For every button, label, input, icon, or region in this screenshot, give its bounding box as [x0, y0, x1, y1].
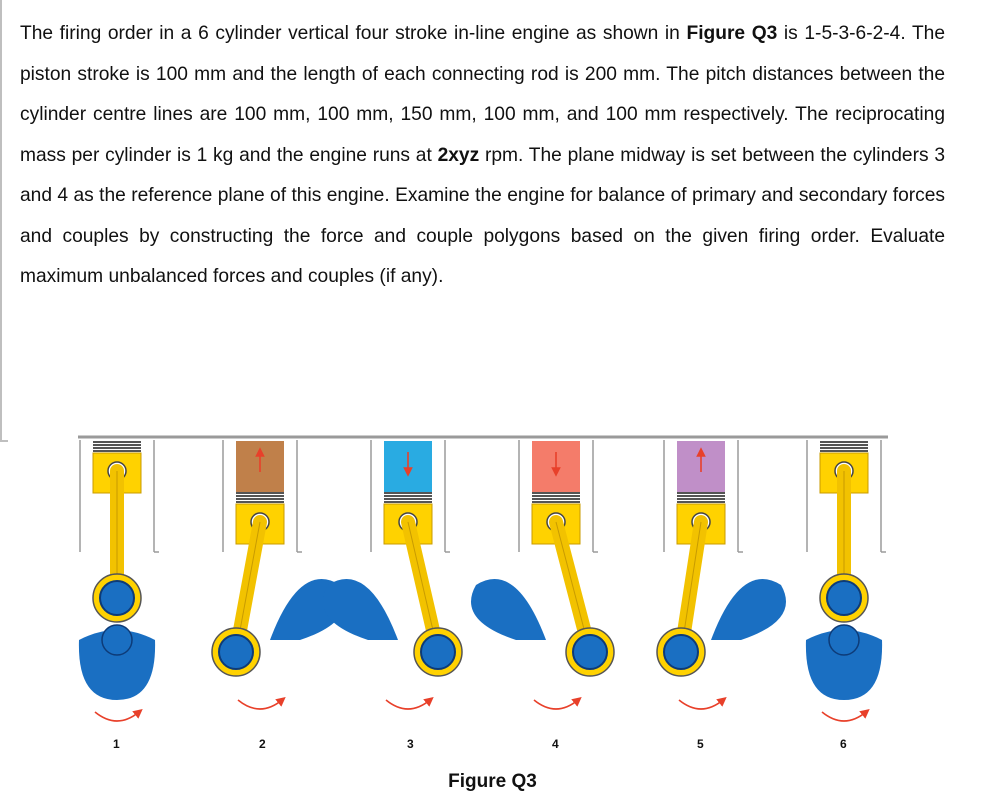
piston-ring: [384, 492, 432, 494]
question-part-3: rpm. The plane midway is set between the cylinders 3 and 4 as the reference plane of this engine. Examine the engine for balance of primary and secondary forces and couples by constructing the force and couple polygons based on the given firing order. Evaluate maximum unbalanced forces and couples (if any).: [20, 144, 945, 287]
counterweight: [711, 579, 786, 640]
piston-ring: [820, 447, 868, 449]
piston-ring: [677, 498, 725, 500]
piston-ring: [820, 441, 868, 443]
rotation-arrow: [534, 700, 578, 709]
crank-pin: [219, 635, 253, 669]
piston-ring: [93, 450, 141, 452]
cylinder-1: [79, 440, 159, 721]
cylinder-4: [471, 440, 614, 709]
cylinder-label-5: 5: [697, 737, 704, 751]
cylinder-label-2: 2: [259, 737, 266, 751]
cylinder-label-1: 1: [113, 737, 120, 751]
piston-ring: [93, 444, 141, 446]
cylinder-5: [657, 440, 786, 709]
piston-ring: [532, 498, 580, 500]
piston-ring: [677, 492, 725, 494]
figure-caption: Figure Q3: [448, 771, 537, 792]
piston-ring: [236, 501, 284, 503]
question-part-2: is 1-5-3-6-2-4. The piston stroke is 100 mm and the length of each connecting rod is 200 mm. The pitch distances between the cylinder centre lines are 100 mm, 100 mm, 150 mm, 100 mm, and 100 mm respectively. The reciprocating mass per cylinder is 1 kg and the engine runs at: [20, 23, 946, 166]
main-journal: [102, 625, 132, 655]
cylinder-label-3: 3: [407, 737, 414, 751]
piston-ring: [532, 501, 580, 503]
main-journal: [829, 625, 859, 655]
crank-pin: [664, 635, 698, 669]
crank-pin: [827, 581, 861, 615]
cylinder-3: [323, 440, 462, 709]
counterweight: [471, 579, 546, 640]
figure-reference: Figure Q3: [686, 23, 778, 44]
question-part-1: The firing order in a 6 cylinder vertical four stroke in-line engine as shown in: [20, 23, 687, 44]
engine-speed: 2xyz: [437, 144, 480, 166]
piston-ring: [236, 498, 284, 500]
rotation-arrow: [386, 700, 430, 709]
cylinder-label-6: 6: [840, 737, 847, 751]
piston-ring: [236, 495, 284, 497]
piston-ring: [384, 498, 432, 500]
piston-ring: [532, 495, 580, 497]
cylinder-2: [212, 440, 345, 709]
piston-ring: [93, 441, 141, 443]
crank-pin: [421, 635, 455, 669]
piston-ring: [236, 492, 284, 494]
piston-ring: [677, 495, 725, 497]
counterweight: [323, 579, 398, 640]
cylinder-6: [806, 440, 886, 721]
piston-ring: [93, 447, 141, 449]
rotation-arrow: [238, 700, 282, 709]
crank-pin: [573, 635, 607, 669]
piston-ring: [820, 444, 868, 446]
piston-ring: [532, 492, 580, 494]
rotation-arrow: [822, 712, 866, 721]
crank-pin: [100, 581, 134, 615]
rotation-arrow: [95, 712, 139, 721]
cylinder-label-4: 4: [552, 737, 559, 751]
rotation-arrow: [679, 700, 723, 709]
piston-ring: [677, 501, 725, 503]
piston-ring: [384, 495, 432, 497]
piston-ring: [820, 450, 868, 452]
piston-ring: [384, 501, 432, 503]
